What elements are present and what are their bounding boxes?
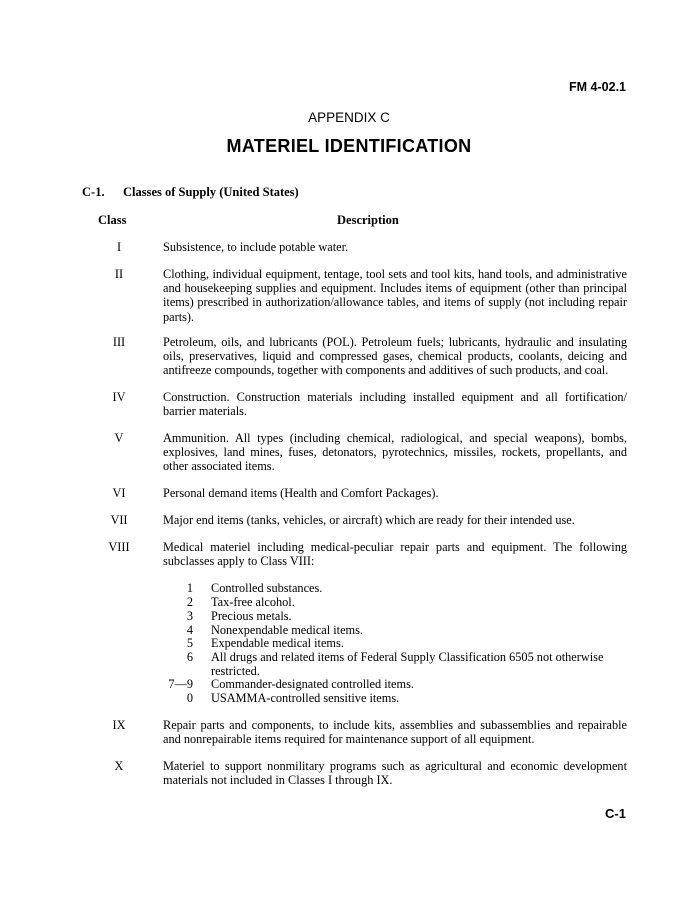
subclass-text: Tax-free alcohol. [211,595,295,609]
class-description: Construction. Construction materials including installed equipment and all fortification/ barrier materials. [163,390,627,419]
subclass-text: USAMMA-controlled sensitive items. [211,691,400,705]
class-code: VIII [108,540,130,554]
subclass-code: 3 [186,609,193,623]
class-code: III [112,335,126,349]
section-number: C-1. [82,185,105,199]
class-code: VII [110,513,128,527]
subclass-code: 4 [186,623,193,637]
subclass-text: Commander-designated controlled items. [211,677,414,691]
class-description: Repair parts and components, to include kits, assemblies and subassemblies and repairable and nonrepairable items required for maintenance support of all equipment. [163,718,627,747]
class-code: V [114,431,124,445]
subclass-text: Precious metals. [211,609,292,623]
subclass-code: 2 [186,595,193,609]
page-number: C-1 [605,806,626,821]
class-description: Ammunition. All types (including chemical, radiological, and special weapons), bombs, explosives, land mines, fuses, detonators, pyrotechnics, missiles, rockets, propellants, and other associated items. [163,431,627,474]
column-header-description: Description [337,213,399,227]
class-code: X [114,759,124,773]
section-title: Classes of Supply (United States) [123,185,299,199]
running-header: FM 4-02.1 [569,80,626,94]
class-description: Petroleum, oils, and lubricants (POL). Petroleum fuels; lubricants, hydraulic and insulating oils, preservatives, liquid and compressed gases, chemical products, coolants, deicing and antifreeze compounds, together with components and additives of such products, and coal. [163,335,627,378]
class-code: IV [112,390,126,404]
subclass-code: 6 [186,650,193,664]
subclass-text: Controlled substances. [211,581,323,595]
class-code: II [114,267,124,281]
class-code: IX [112,718,126,732]
subclass-code: 5 [186,636,193,650]
class-description: Medical materiel including medical-peculiar repair parts and equipment. The following subclasses apply to Class VIII: [163,540,627,569]
class-description: Clothing, individual equipment, tentage, tool sets and tool kits, hand tools, and administrative and housekeeping supplies and equipment. Includes items of equipment (other than principal items) prescribed in authorization/allowance tables, and items of supply (not including repair parts). [163,267,627,324]
subclass-code: 7—9 [168,677,193,691]
subclass-code: 1 [186,581,193,595]
subclass-code: 0 [186,691,193,705]
subclass-text: All drugs and related items of Federal Supply Classification 6505 not otherwise restricted. [211,650,604,679]
class-description: Personal demand items (Health and Comfort Packages). [163,486,439,500]
subclass-text: Nonexpendable medical items. [211,623,363,637]
column-header-class: Class [98,213,127,227]
class-description: Materiel to support nonmilitary programs such as agricultural and economic development materials not included in Classes I through IX. [163,759,627,788]
subclass-text: Expendable medical items. [211,636,344,650]
class-code: I [116,240,122,254]
class-code: VI [112,486,126,500]
page-title: MATERIEL IDENTIFICATION [226,136,472,156]
appendix-label: APPENDIX C [308,110,390,125]
class-description: Subsistence, to include potable water. [163,240,349,254]
class-description: Major end items (tanks, vehicles, or aircraft) which are ready for their intended use. [163,513,575,527]
section-heading [82,185,299,200]
